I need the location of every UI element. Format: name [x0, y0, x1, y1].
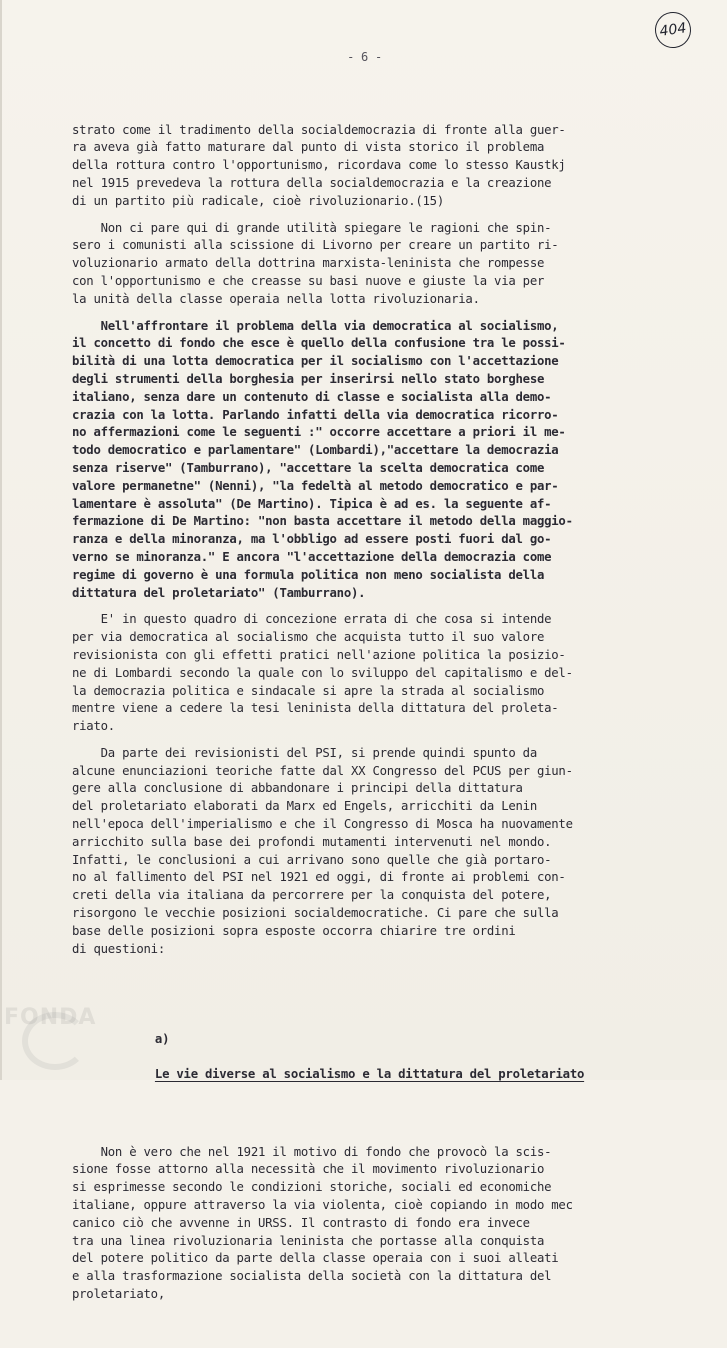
text-line: no affermazioni come le seguenti :" occorre accettare a priori il me- [72, 425, 566, 440]
text-line: gere alla conclusione di abbandonare i principi della dittatura [72, 781, 523, 796]
text-line: verno se minoranza." E ancora "l'accettazione della democrazia come [72, 549, 552, 564]
text-line: del proletariato elaborati da Marx ed Engels, arricchiti da Lenin [72, 799, 537, 814]
paragraph [72, 1144, 702, 1304]
typed-body-text [72, 86, 702, 1348]
text-line: strato come il tradimento della socialdemocrazia di fronte alla guer- [72, 122, 566, 137]
paragraph [72, 220, 702, 309]
text-line: italiane, oppure attraverso la via violenta, cioè copiando in modo mec [72, 1198, 573, 1213]
text-line: con l'opportunismo e che creasse su basi nuove e giuste la via per [72, 273, 545, 288]
text-line: proletariato, [72, 1287, 165, 1301]
text-line: mentre viene a cedere la tesi leninista della dittatura del proleta- [72, 701, 559, 716]
text-line: della rottura contro l'opportunismo, ricordava come lo stesso Kaustkj [72, 158, 566, 173]
text-line: no al fallimento del PSI nel 1921 ed oggi, di fronte ai problemi con- [72, 870, 566, 885]
section-heading-label: Le vie diverse al socialismo e la dittatura del proletariato [154, 1067, 585, 1082]
text-line: ra aveva già fatto maturare dal punto di vista storico il problema [72, 140, 545, 155]
text-line: si esprimesse secondo le condizioni storiche, sociali ed economiche [72, 1180, 552, 1195]
text-line: per via democratica al socialismo che acquista tutto il suo valore [72, 630, 545, 645]
text-line: base delle posizioni sopra esposte occorra chiarire tre ordini [72, 923, 516, 938]
running-header: - 6 - [347, 50, 382, 64]
text-line: la democrazia politica e sindacale si apre la strada al socialismo [72, 683, 545, 698]
section-heading-marker: a) [154, 1031, 170, 1046]
text-line: Nell'affrontare il problema della via democratica al socialismo, [72, 318, 559, 333]
handwritten-page-number: 404 [653, 10, 694, 51]
text-line: tra una linea rivoluzionaria leninista che portasse alla conquista [72, 1233, 545, 1248]
text-line: risorgono le vecchie posizioni socialdemocratiche. Ci pare che sulla [72, 906, 559, 921]
text-line: todo democratico e parlamentare" (Lombardi),"accettare la democrazia [72, 443, 559, 458]
text-line: creti della via italiana da percorrere per la conquista del potere, [72, 888, 552, 903]
watermark-text: FONDA [4, 1005, 97, 1030]
text-line: crazia con la lotta. Parlando infatti della via democratica ricorro- [72, 407, 559, 422]
text-line: sero i comunisti alla scissione di Livorno per creare un partito ri- [72, 238, 559, 253]
text-line: E' in questo quadro di concezione errata di che cosa si intende [72, 612, 552, 627]
text-line: e alla trasformazione socialista della società con la dittatura del [72, 1269, 552, 1284]
text-line: Non ci pare qui di grande utilità spiegare le ragioni che spin- [72, 220, 552, 235]
text-line: di questioni: [72, 941, 165, 956]
text-line: dittatura del proletariato" (Tamburrano). [72, 585, 366, 600]
text-line: revisionista con gli effetti pratici nell'azione politica la posizio- [72, 647, 566, 662]
text-line: regime di governo è una formula politica non meno socialista della [72, 567, 545, 582]
text-line: voluzionario armato della dottrina marxista-leninista che rompesse [72, 256, 545, 271]
text-line: ranza e della minoranza, ma l'obbligo ad essere posti fuori dal go- [72, 532, 552, 547]
text-line: riato. [72, 719, 115, 734]
text-line: sione fosse attorno alla necessità che il movimento rivoluzionario [72, 1162, 545, 1177]
text-line: bilità di una lotta democratica per il socialismo con l'accettazione [72, 354, 559, 369]
text-line: di un partito più radicale, cioè rivoluzionario.(15) [72, 193, 444, 208]
paragraph [72, 318, 702, 603]
text-line: nell'epoca dell'imperialismo e che il Congresso di Mosca ha nuovamente [72, 817, 573, 832]
paragraph-list [72, 122, 702, 959]
text-line: alcune enunciazioni teoriche fatte dal XX Congresso del PCUS per giun- [72, 763, 573, 778]
text-line: la unità della classe operaia nella lotta rivoluzionaria. [72, 291, 480, 306]
text-line: arricchito sulla base dei profondi mutamenti intervenuti nel mondo. [72, 834, 552, 849]
text-line: Infatti, le conclusioni a cui arrivano sono quelle che già portaro- [72, 852, 552, 867]
text-line: degli strumenti della borghesia per inserirsi nello stato borghese [72, 371, 545, 386]
text-line: senza riserve" (Tamburrano), "accettare la scelta democratica come [72, 460, 545, 475]
paragraph [72, 745, 702, 959]
text-line: canico ciò che avvenne in URSS. Il contrasto di fondo era invece [72, 1215, 530, 1230]
text-line: del potere politico da parte della classe operaia con i suoi alleati [72, 1251, 559, 1266]
text-line: valore permanetne" (Nenni), "la fedeltà al metodo democratico e par- [72, 478, 559, 493]
text-line: il concetto di fondo che esce è quello della confusione tra le possi- [72, 336, 566, 351]
text-line: fermazione di De Martino: "non basta accettare il metodo della maggio- [72, 514, 573, 529]
paragraph [72, 611, 702, 736]
text-line: italiano, senza dare un contenuto di classe e socialista alla demo- [72, 389, 552, 404]
text-line: lamentare è assoluta" (De Martino). Tipica è ad es. la seguente af- [72, 496, 552, 511]
section-heading [112, 1013, 702, 1102]
text-line: ne di Lombardi secondo la quale con lo sviluppo del capitalismo e del- [72, 665, 573, 680]
paragraph [72, 122, 702, 211]
text-line: Da parte dei revisionisti del PSI, si prende quindi spunto da [72, 745, 537, 760]
text-line: Non è vero che nel 1921 il motivo di fondo che provocò la scis- [72, 1144, 552, 1159]
text-line: nel 1915 prevedeva la rottura della socialdemocrazia e la creazione [72, 175, 552, 190]
